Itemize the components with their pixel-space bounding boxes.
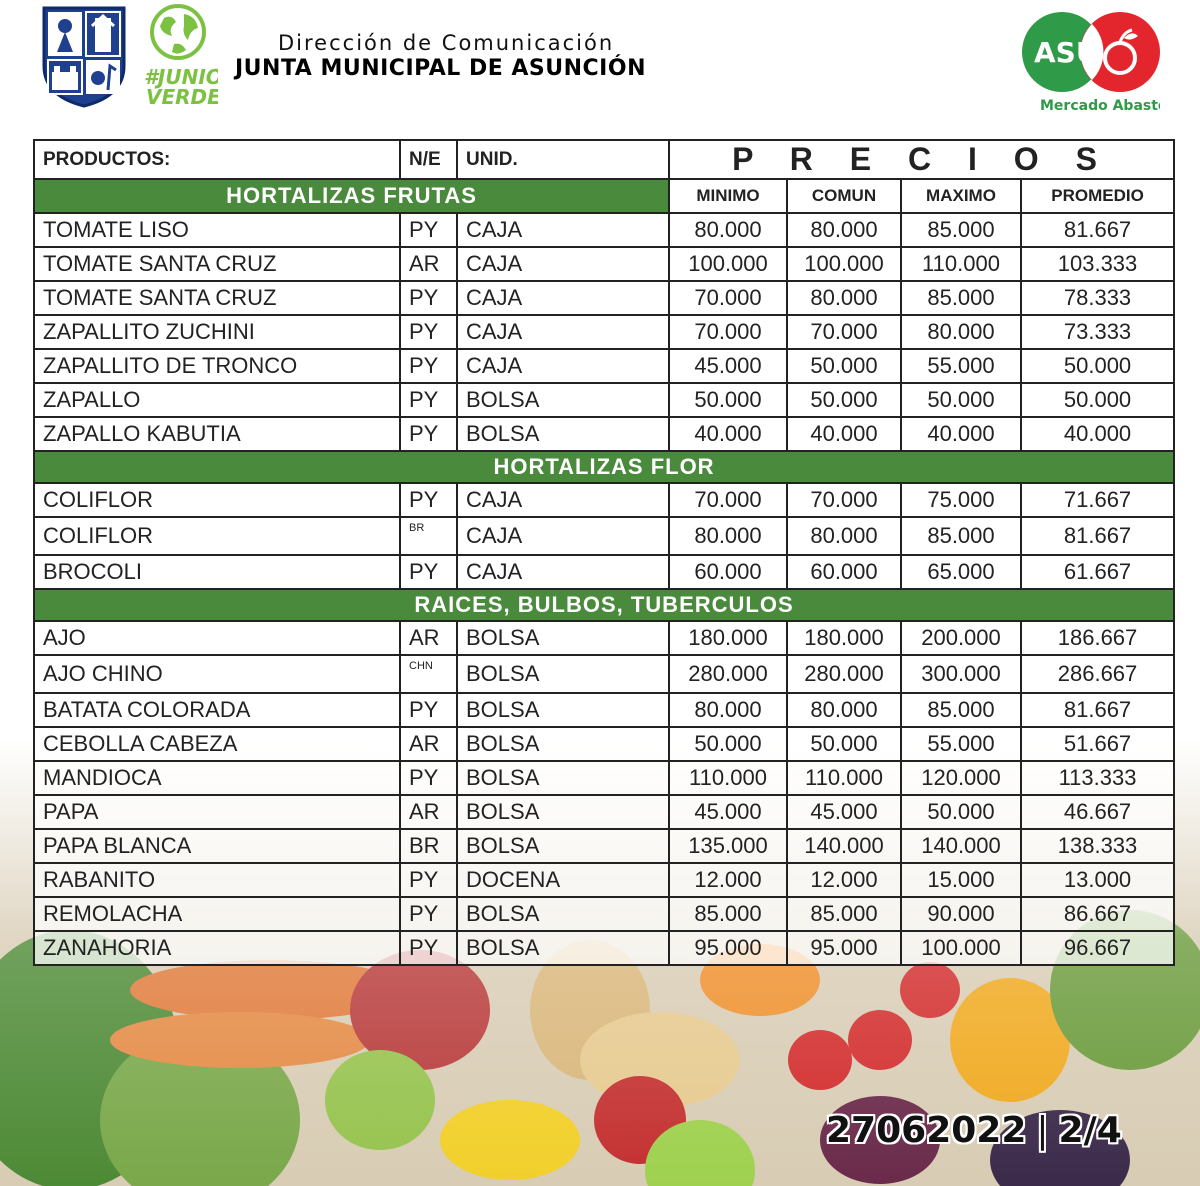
junio-verde-logo <box>138 2 218 108</box>
price-min: 95.000 <box>669 931 787 965</box>
table-row <box>34 795 1174 829</box>
unit: CAJA <box>457 349 669 383</box>
table-row <box>34 417 1174 451</box>
price-min: 180.000 <box>669 621 787 655</box>
unit: BOLSA <box>457 795 669 829</box>
origin-code: PY <box>400 761 457 795</box>
unit: BOLSA <box>457 383 669 417</box>
price-avg: 61.667 <box>1021 555 1174 589</box>
price-min: 100.000 <box>669 247 787 281</box>
price-max: 40.000 <box>901 417 1021 451</box>
table-row <box>34 383 1174 417</box>
price-common: 110.000 <box>787 761 901 795</box>
price-avg: 81.667 <box>1021 517 1174 555</box>
price-common: 95.000 <box>787 931 901 965</box>
table-row <box>34 693 1174 727</box>
price-min: 70.000 <box>669 483 787 517</box>
svg-text:VERDE: VERDE <box>146 85 218 108</box>
asu-mercado-abasto-logo <box>1020 8 1160 116</box>
price-max: 80.000 <box>901 315 1021 349</box>
origin-column-header: N/E <box>400 140 457 179</box>
price-min: 80.000 <box>669 517 787 555</box>
price-min: 110.000 <box>669 761 787 795</box>
date-page-stamp <box>826 1110 1122 1151</box>
price-column-header: PROMEDIO <box>1021 179 1174 213</box>
price-max: 110.000 <box>901 247 1021 281</box>
origin-code: AR <box>400 795 457 829</box>
price-table <box>33 139 1175 966</box>
table-row <box>34 247 1174 281</box>
product-name: PAPA BLANCA <box>34 829 400 863</box>
origin-code: CHN <box>400 655 457 693</box>
price-max: 85.000 <box>901 281 1021 315</box>
product-name: ZAPALLO KABUTIA <box>34 417 400 451</box>
page-header <box>0 0 1200 130</box>
price-max: 15.000 <box>901 863 1021 897</box>
section-header-row <box>34 179 1174 213</box>
table-row <box>34 931 1174 965</box>
product-name: PAPA <box>34 795 400 829</box>
price-avg: 40.000 <box>1021 417 1174 451</box>
price-min: 45.000 <box>669 795 787 829</box>
table-row <box>34 761 1174 795</box>
origin-code: PY <box>400 897 457 931</box>
product-name: RABANITO <box>34 863 400 897</box>
direction-title: Dirección de Comunicación <box>278 31 615 55</box>
products-column-header: PRODUCTOS: <box>34 140 400 179</box>
section-title: RAICES, BULBOS, TUBERCULOS <box>34 589 1174 621</box>
product-name: MANDIOCA <box>34 761 400 795</box>
origin-code: PY <box>400 555 457 589</box>
origin-code: PY <box>400 281 457 315</box>
product-name: ZAPALLITO ZUCHINI <box>34 315 400 349</box>
price-column-header: MINIMO <box>669 179 787 213</box>
unit: CAJA <box>457 247 669 281</box>
table-row <box>34 863 1174 897</box>
table-row <box>34 483 1174 517</box>
price-min: 40.000 <box>669 417 787 451</box>
price-max: 200.000 <box>901 621 1021 655</box>
globe-icon <box>138 2 218 108</box>
origin-code: PY <box>400 349 457 383</box>
price-max: 90.000 <box>901 897 1021 931</box>
stamp-separator: | <box>1036 1110 1049 1151</box>
unit: BOLSA <box>457 655 669 693</box>
table-row <box>34 213 1174 247</box>
table-header-row <box>34 140 1174 179</box>
prices-column-header: P R E C I O S <box>669 140 1174 179</box>
origin-code: PY <box>400 383 457 417</box>
table-row <box>34 315 1174 349</box>
origin-code: PY <box>400 315 457 349</box>
product-name: TOMATE SANTA CRUZ <box>34 247 400 281</box>
price-avg: 50.000 <box>1021 383 1174 417</box>
price-common: 50.000 <box>787 349 901 383</box>
svg-text:ASU: ASU <box>1034 36 1099 69</box>
price-avg: 81.667 <box>1021 213 1174 247</box>
unit: BOLSA <box>457 693 669 727</box>
svg-text:Mercado Abasto: Mercado Abasto <box>1040 98 1160 114</box>
price-common: 50.000 <box>787 383 901 417</box>
origin-code: PY <box>400 863 457 897</box>
price-common: 80.000 <box>787 693 901 727</box>
product-name: ZAPALLO <box>34 383 400 417</box>
price-avg: 73.333 <box>1021 315 1174 349</box>
section-header-row <box>34 589 1174 621</box>
product-name: BATATA COLORADA <box>34 693 400 727</box>
unit: BOLSA <box>457 931 669 965</box>
unit: CAJA <box>457 555 669 589</box>
table-row <box>34 517 1174 555</box>
price-avg: 103.333 <box>1021 247 1174 281</box>
price-avg: 286.667 <box>1021 655 1174 693</box>
origin-code: PY <box>400 213 457 247</box>
price-max: 100.000 <box>901 931 1021 965</box>
price-common: 80.000 <box>787 213 901 247</box>
price-min: 70.000 <box>669 315 787 349</box>
price-avg: 78.333 <box>1021 281 1174 315</box>
price-min: 280.000 <box>669 655 787 693</box>
price-max: 55.000 <box>901 727 1021 761</box>
price-avg: 13.000 <box>1021 863 1174 897</box>
price-common: 140.000 <box>787 829 901 863</box>
product-name: ZANAHORIA <box>34 931 400 965</box>
section-header-row <box>34 451 1174 483</box>
price-common: 80.000 <box>787 517 901 555</box>
price-common: 280.000 <box>787 655 901 693</box>
unit: CAJA <box>457 213 669 247</box>
price-min: 135.000 <box>669 829 787 863</box>
unit: CAJA <box>457 315 669 349</box>
price-common: 60.000 <box>787 555 901 589</box>
price-max: 55.000 <box>901 349 1021 383</box>
price-common: 12.000 <box>787 863 901 897</box>
price-avg: 81.667 <box>1021 693 1174 727</box>
section-title: HORTALIZAS FLOR <box>34 451 1174 483</box>
price-max: 85.000 <box>901 213 1021 247</box>
price-max: 300.000 <box>901 655 1021 693</box>
table-row <box>34 621 1174 655</box>
product-name: BROCOLI <box>34 555 400 589</box>
origin-code: PY <box>400 417 457 451</box>
unit: BOLSA <box>457 829 669 863</box>
price-min: 60.000 <box>669 555 787 589</box>
origin-code: PY <box>400 483 457 517</box>
price-min: 70.000 <box>669 281 787 315</box>
price-common: 85.000 <box>787 897 901 931</box>
price-min: 85.000 <box>669 897 787 931</box>
svg-text:#JUNIO: #JUNIO <box>144 65 218 89</box>
price-common: 100.000 <box>787 247 901 281</box>
unit-column-header: UNID. <box>457 140 669 179</box>
price-avg: 113.333 <box>1021 761 1174 795</box>
price-min: 12.000 <box>669 863 787 897</box>
product-name: REMOLACHA <box>34 897 400 931</box>
price-avg: 96.667 <box>1021 931 1174 965</box>
price-avg: 51.667 <box>1021 727 1174 761</box>
product-name: COLIFLOR <box>34 517 400 555</box>
price-max: 85.000 <box>901 693 1021 727</box>
unit: BOLSA <box>457 727 669 761</box>
product-name: ZAPALLITO DE TRONCO <box>34 349 400 383</box>
origin-code: PY <box>400 693 457 727</box>
price-min: 50.000 <box>669 727 787 761</box>
unit: CAJA <box>457 517 669 555</box>
table-row <box>34 727 1174 761</box>
price-avg: 138.333 <box>1021 829 1174 863</box>
price-max: 75.000 <box>901 483 1021 517</box>
origin-code: PY <box>400 931 457 965</box>
price-min: 80.000 <box>669 693 787 727</box>
price-common: 70.000 <box>787 315 901 349</box>
price-max: 140.000 <box>901 829 1021 863</box>
unit: BOLSA <box>457 621 669 655</box>
price-max: 120.000 <box>901 761 1021 795</box>
table-row <box>34 897 1174 931</box>
asuncion-crest-logo <box>40 4 128 108</box>
price-min: 45.000 <box>669 349 787 383</box>
unit: BOLSA <box>457 417 669 451</box>
price-column-header: COMUN <box>787 179 901 213</box>
product-name: AJO CHINO <box>34 655 400 693</box>
price-common: 180.000 <box>787 621 901 655</box>
price-max: 85.000 <box>901 517 1021 555</box>
unit: BOLSA <box>457 761 669 795</box>
table-row <box>34 655 1174 693</box>
institution-title: JUNTA MUNICIPAL DE ASUNCIÓN <box>235 56 646 81</box>
table-row <box>34 555 1174 589</box>
table-row <box>34 349 1174 383</box>
price-min: 50.000 <box>669 383 787 417</box>
origin-code: BR <box>400 829 457 863</box>
price-avg: 86.667 <box>1021 897 1174 931</box>
unit: DOCENA <box>457 863 669 897</box>
page-number: 2/4 <box>1058 1110 1122 1151</box>
product-name: COLIFLOR <box>34 483 400 517</box>
publication-date: 27062022 <box>826 1110 1027 1151</box>
product-name: TOMATE SANTA CRUZ <box>34 281 400 315</box>
price-common: 40.000 <box>787 417 901 451</box>
price-max: 50.000 <box>901 795 1021 829</box>
origin-code: AR <box>400 727 457 761</box>
origin-code: AR <box>400 621 457 655</box>
origin-code: AR <box>400 247 457 281</box>
unit: CAJA <box>457 483 669 517</box>
product-name: TOMATE LISO <box>34 213 400 247</box>
price-common: 50.000 <box>787 727 901 761</box>
origin-code: BR <box>400 517 457 555</box>
price-common: 80.000 <box>787 281 901 315</box>
section-title: HORTALIZAS FRUTAS <box>34 179 669 213</box>
price-common: 45.000 <box>787 795 901 829</box>
unit: CAJA <box>457 281 669 315</box>
table-row <box>34 281 1174 315</box>
price-max: 65.000 <box>901 555 1021 589</box>
product-name: AJO <box>34 621 400 655</box>
price-column-header: MAXIMO <box>901 179 1021 213</box>
product-name: CEBOLLA CABEZA <box>34 727 400 761</box>
unit: BOLSA <box>457 897 669 931</box>
price-common: 70.000 <box>787 483 901 517</box>
price-avg: 186.667 <box>1021 621 1174 655</box>
price-avg: 50.000 <box>1021 349 1174 383</box>
price-avg: 71.667 <box>1021 483 1174 517</box>
price-avg: 46.667 <box>1021 795 1174 829</box>
price-max: 50.000 <box>901 383 1021 417</box>
table-row <box>34 829 1174 863</box>
price-min: 80.000 <box>669 213 787 247</box>
